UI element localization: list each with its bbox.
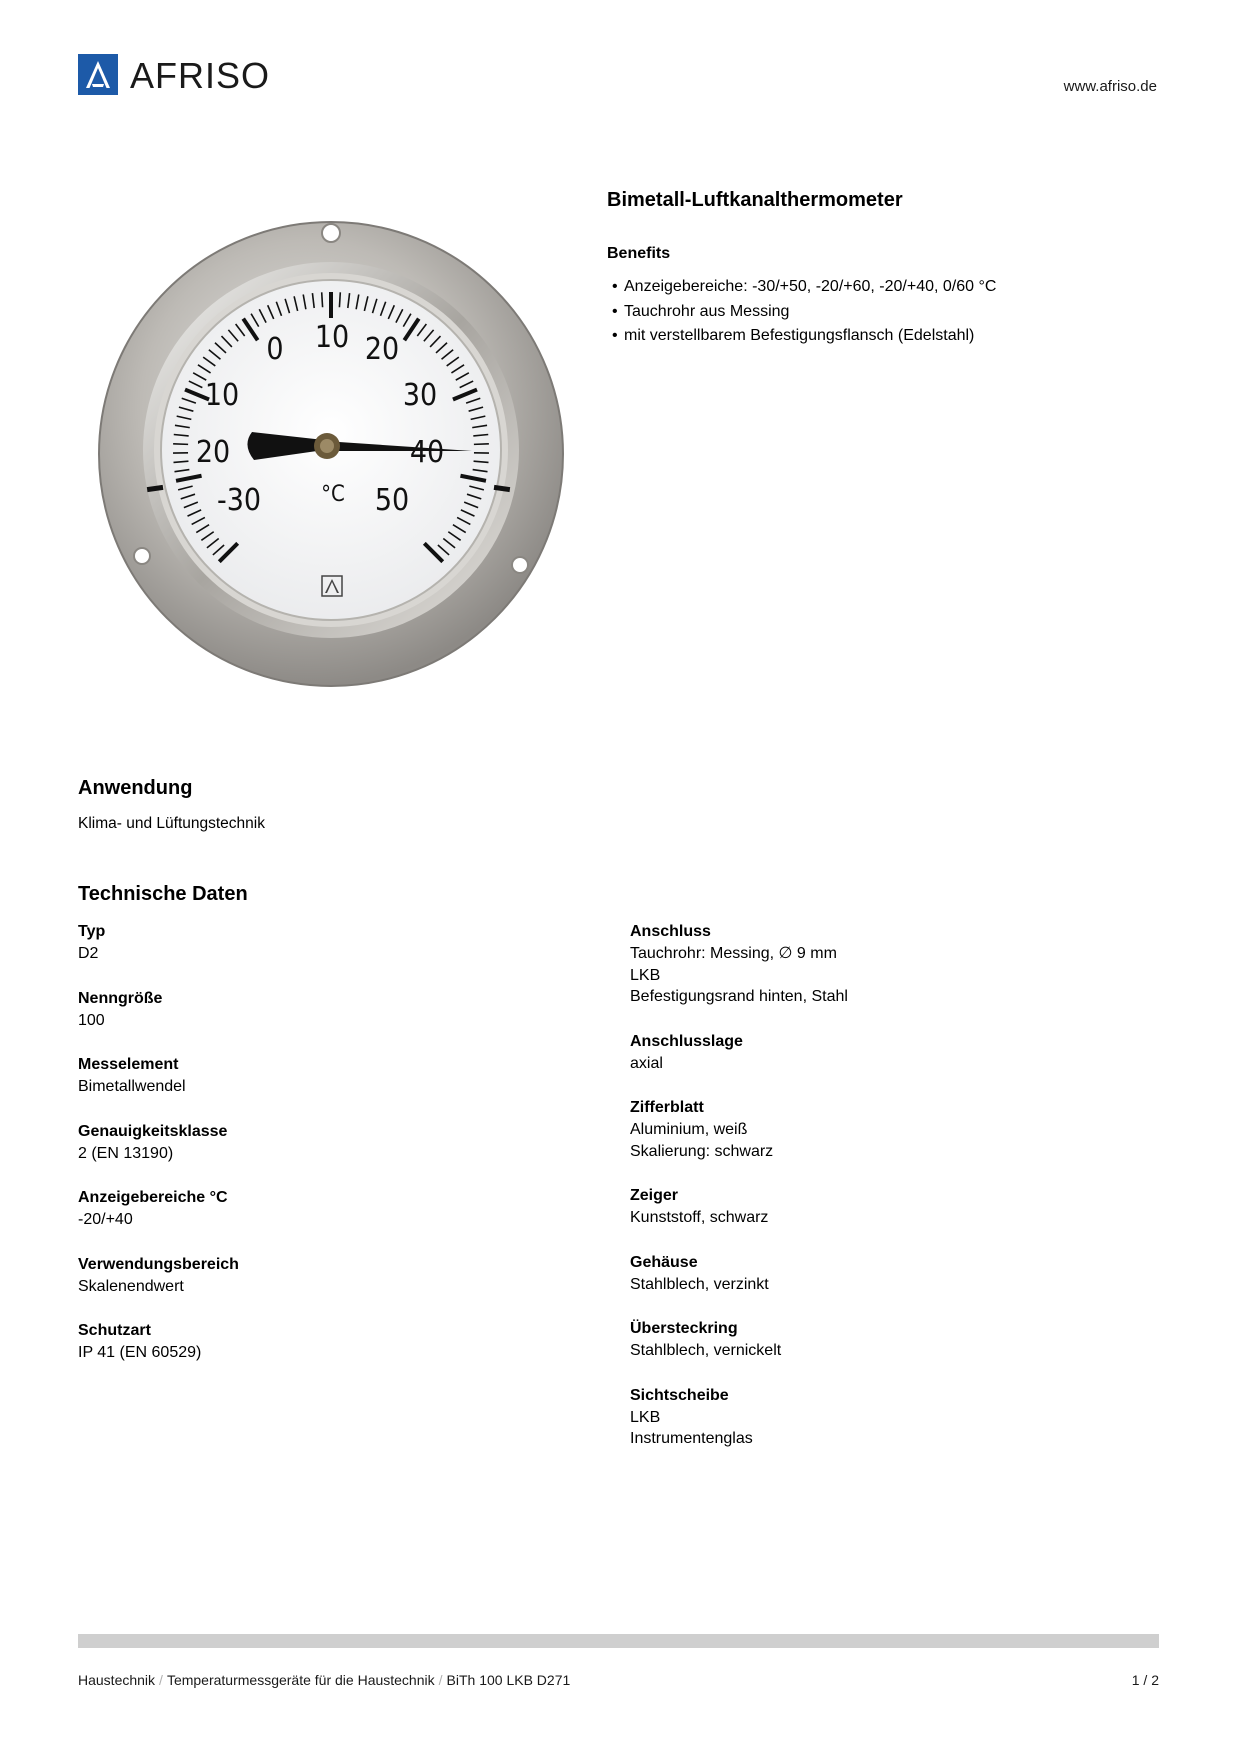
scale-label: 0 <box>266 332 284 367</box>
benefit-item: • Anzeigebereiche: -30/+50, -20/+60, -20/+40, 0/60 °C <box>607 275 996 300</box>
spec-item <box>630 1385 1150 1450</box>
spec-value: LKB <box>630 1408 661 1426</box>
spec-label: Zifferblatt <box>630 1099 704 1116</box>
spec-item <box>630 921 1150 1008</box>
spec-item <box>78 1054 598 1098</box>
spec-value: LKB <box>630 966 661 984</box>
spec-value: Aluminium, weiß <box>630 1121 748 1138</box>
benefits-heading: Benefits <box>607 245 671 262</box>
spec-value: 2 (EN 13190) <box>78 1144 174 1162</box>
anwendung-heading: Anwendung <box>78 777 193 799</box>
afriso-logo <box>78 54 318 96</box>
spec-value: Skalierung: schwarz <box>630 1142 774 1160</box>
scale-tick <box>322 292 323 307</box>
benefit-item: • mit verstellbarem Befestigungsflansch (Edelstahl) <box>607 324 996 349</box>
technische-daten-heading: Technische Daten <box>78 883 248 905</box>
spec-column-left <box>78 921 598 1387</box>
spec-value: Befestigungsrand hinten, Stahl <box>630 988 848 1005</box>
spec-item <box>630 1252 1150 1296</box>
breadcrumb-item[interactable]: Haustechnik <box>78 1672 156 1688</box>
spec-label: Genauigkeitsklasse <box>78 1122 228 1140</box>
spec-label: Typ <box>78 923 106 940</box>
spec-item <box>78 1121 598 1165</box>
spec-label: Nenngröße <box>78 989 163 1007</box>
afriso-logo-icon <box>78 54 118 95</box>
spec-label: Anzeigebereiche °C <box>78 1189 228 1206</box>
spec-value: 100 <box>78 1011 105 1029</box>
spec-value: IP 41 (EN 60529) <box>78 1344 202 1361</box>
scale-label: 50 <box>374 483 410 518</box>
spec-value: -20/+40 <box>78 1211 133 1228</box>
scale-label: 10 <box>314 320 350 355</box>
scale-label: -30 <box>216 483 262 518</box>
spec-value: Bimetallwendel <box>78 1078 186 1095</box>
breadcrumb-separator: / <box>159 1672 163 1688</box>
scale-label: 20 <box>364 332 400 367</box>
brand-name: AFRISO <box>130 55 271 96</box>
spec-label: Anschluss <box>630 923 711 940</box>
footer-divider <box>78 1634 1159 1648</box>
spec-label: Sichtscheibe <box>630 1386 729 1404</box>
spec-item <box>78 1254 598 1298</box>
spec-value: Skalenendwert <box>78 1277 184 1295</box>
spec-value: D2 <box>78 945 99 962</box>
spec-column-right <box>630 921 1150 1473</box>
spec-item <box>630 1318 1150 1362</box>
anwendung-text: Klima- und Lüftungstechnik <box>78 815 265 832</box>
spec-value: Kunststoff, schwarz <box>630 1209 769 1226</box>
scale-label: 10 <box>204 378 240 413</box>
scale-label: 20 <box>195 435 231 470</box>
benefit-item: • Tauchrohr aus Messing <box>607 300 996 325</box>
scale-tick <box>339 292 340 307</box>
spec-value: Stahlblech, vernickelt <box>630 1342 782 1359</box>
spec-item <box>630 1031 1150 1075</box>
spec-label: Übersteckring <box>630 1320 738 1337</box>
breadcrumb <box>78 1672 570 1688</box>
spec-value: Instrumentenglas <box>630 1430 753 1447</box>
spec-label: Messelement <box>78 1056 179 1073</box>
breadcrumb-item[interactable]: BiTh 100 LKB D271 <box>446 1672 571 1688</box>
unit-label: °C <box>321 482 345 507</box>
benefits-list <box>607 275 996 349</box>
spec-label: Gehäuse <box>630 1253 698 1271</box>
spec-label: Zeiger <box>630 1187 679 1204</box>
spec-value: Tauchrohr: Messing, ∅ 9 mm <box>630 945 837 962</box>
scale-tick <box>474 444 489 445</box>
thermometer-product-image <box>92 210 570 698</box>
spec-item <box>78 988 598 1032</box>
spec-item <box>78 1187 598 1231</box>
spec-value: axial <box>630 1054 663 1072</box>
website-link[interactable]: www.afriso.de <box>1063 78 1157 95</box>
page-number: 1 / 2 <box>1131 1672 1159 1688</box>
scale-label: 40 <box>409 435 445 470</box>
spec-item <box>78 1320 598 1364</box>
spec-item <box>630 1097 1150 1162</box>
product-title: Bimetall-Luftkanalthermometer <box>607 189 903 211</box>
scale-label: 30 <box>402 378 438 413</box>
breadcrumb-item[interactable]: Temperaturmessgeräte für die Haustechnik <box>166 1672 435 1688</box>
spec-item <box>630 1185 1150 1229</box>
spec-label: Anschlusslage <box>630 1032 743 1050</box>
breadcrumb-separator: / <box>438 1672 443 1688</box>
spec-label: Verwendungsbereich <box>78 1255 239 1273</box>
spec-label: Schutzart <box>78 1322 151 1339</box>
spec-value: Stahlblech, verzinkt <box>630 1275 769 1293</box>
spec-item <box>78 921 598 965</box>
scale-tick <box>173 444 188 445</box>
